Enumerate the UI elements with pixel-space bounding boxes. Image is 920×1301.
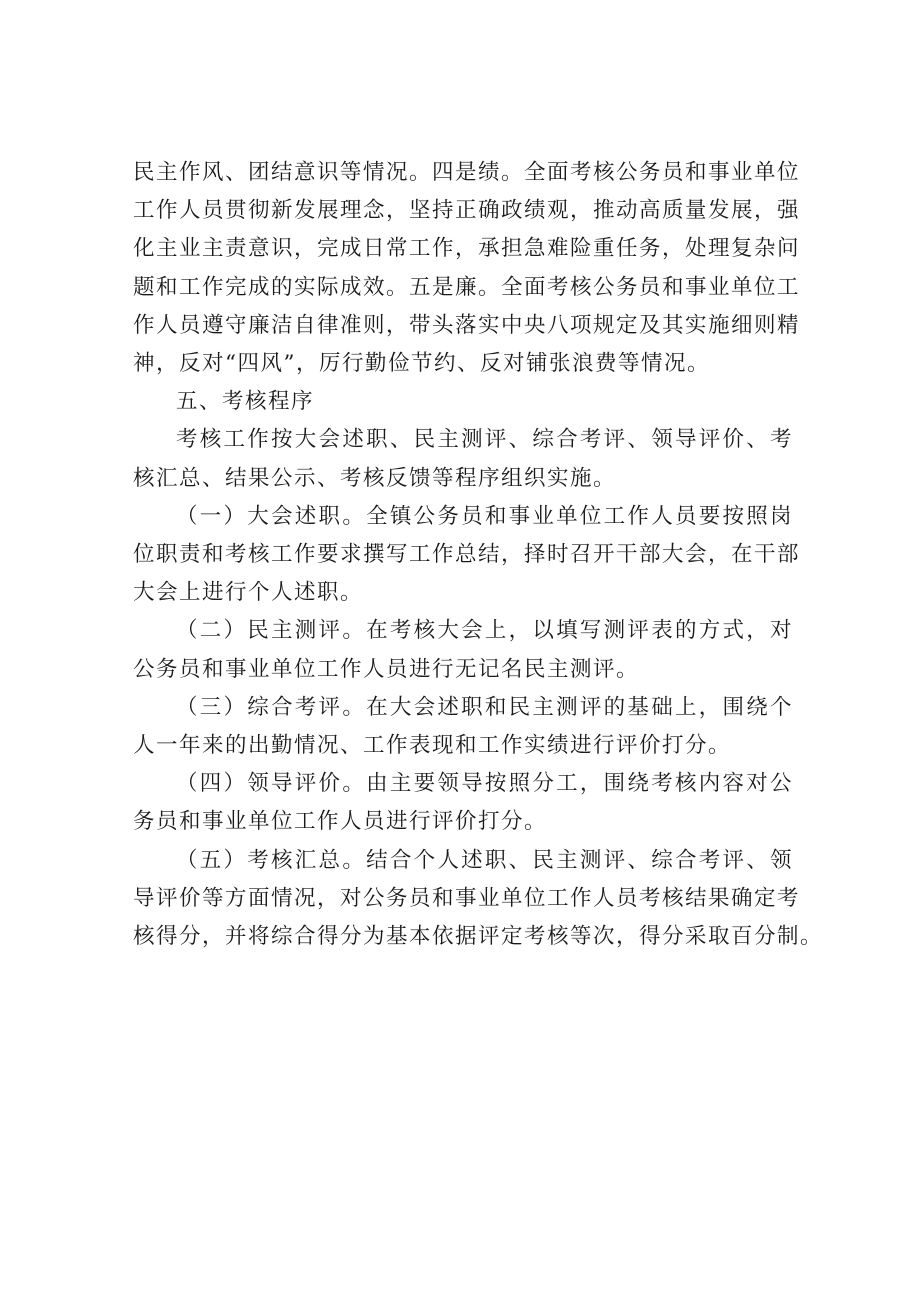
- text-line: 务员和事业单位工作人员进行评价打分。: [133, 809, 548, 835]
- text-line: （一）大会述职。全镇公务员和事业单位工作人员要按照岗: [176, 503, 793, 529]
- text-line: 民主作风、团结意识等情况。四是绩。全面考核公务员和事业单位: [133, 160, 801, 185]
- text-line: 化主业主责意识，完成日常工作，承担急难险重任务，处理复杂问: [133, 236, 801, 262]
- section-heading: 五、考核程序: [176, 389, 315, 415]
- text-line: 公务员和事业单位工作人员进行无记名民主测评。: [133, 656, 640, 682]
- paragraph-item-1: [133, 498, 801, 613]
- text-line: （三）综合考评。在大会述职和民主测评的基础上，围绕个: [176, 694, 793, 720]
- paragraph-item-2: [133, 612, 793, 688]
- text-line: 题和工作完成的实际成效。五是廉。全面考核公务员和事业单位工: [133, 274, 801, 300]
- text-line: 作人员遵守廉洁自律准则，带头落实中央八项规定及其实施细则精: [133, 312, 801, 338]
- paragraph-item-4: [133, 765, 793, 841]
- text-line: 核汇总、结果公示、考核反馈等程序组织实施。: [133, 465, 617, 491]
- text-line: （五）考核汇总。结合个人述职、民主测评、综合考评、领: [176, 847, 793, 873]
- text-line: 核得分，并将综合得分为基本依据评定考核等次，得分采取百分制。: [133, 924, 824, 950]
- text-line: 人一年来的出勤情况、工作表现和工作实绩进行评价打分。: [133, 733, 732, 759]
- text-line: 神，反对“四风”，厉行勤俭节约、反对铺张浪费等情况。: [133, 351, 710, 377]
- text-line: （二）民主测评。在考核大会上，以填写测评表的方式，对: [176, 618, 793, 644]
- text-line: （四）领导评价。由主要领导按照分工，围绕考核内容对公: [176, 771, 793, 797]
- text-line: 工作人员贯彻新发展理念，坚持正确政绩观，推动高质量发展，强: [133, 198, 801, 224]
- text-line: 导评价等方面情况，对公务员和事业单位工作人员考核结果确定考: [133, 885, 801, 911]
- paragraph-item-5: [133, 842, 824, 957]
- paragraph-procedure-overview: [133, 421, 793, 497]
- text-line: 考核工作按大会述职、民主测评、综合考评、领导评价、考: [176, 427, 793, 453]
- document-body: [133, 154, 824, 956]
- text-line: 大会上进行个人述职。: [133, 580, 364, 606]
- paragraph-item-3: [133, 689, 793, 765]
- paragraph-assessment-content: [133, 154, 801, 383]
- text-line: 位职责和考核工作要求撰写工作总结，择时召开干部大会，在干部: [133, 542, 801, 568]
